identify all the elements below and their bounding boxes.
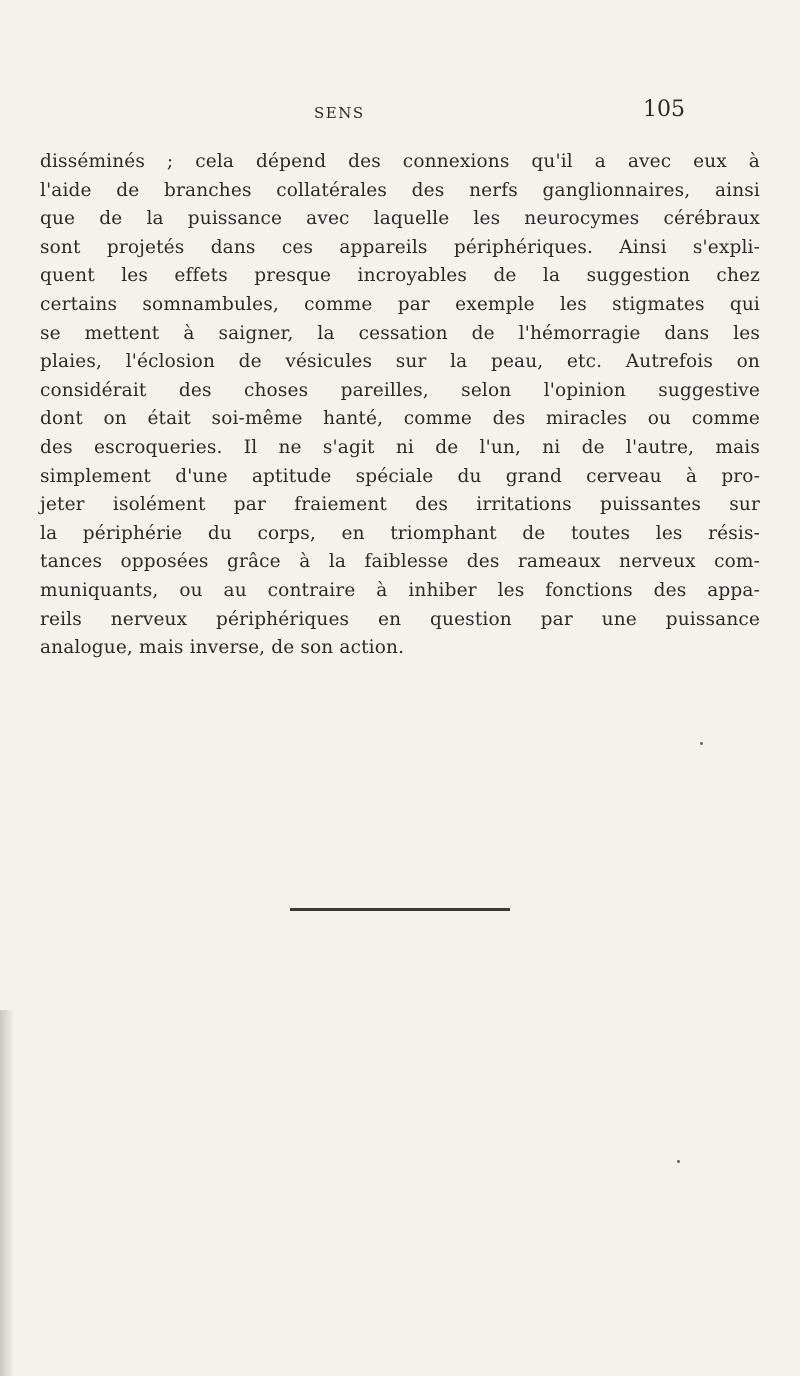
text-line: la périphérie du corps, en triomphant de toutes les résis- [40, 522, 760, 544]
text-line: jeter isolément par fraiement des irritations puissantes sur [40, 494, 760, 516]
horizontal-rule [290, 908, 510, 911]
body-text [40, 148, 760, 663]
page-edge-shadow [0, 1010, 14, 1376]
text-line: certains somnambules, comme par exemple les stigmates qui [40, 293, 760, 315]
text-line: plaies, l'éclosion de vésicules sur la peau, etc. Autrefois on [40, 351, 760, 373]
running-title: SENS [314, 104, 365, 122]
page-number: 105 [643, 97, 685, 122]
text-line: se mettent à saigner, la cessation de l'hémorragie dans les [40, 322, 760, 344]
text-line: tances opposées grâce à la faiblesse des rameaux nerveux com- [40, 551, 760, 573]
text-line: quent les effets presque incroyables de la suggestion chez [40, 265, 760, 287]
text-line-last: analogue, mais inverse, de son action. [40, 637, 405, 659]
text-line: reils nerveux périphériques en question par une puissance [40, 608, 760, 630]
text-line: des escroqueries. Il ne s'agit ni de l'un, ni de l'autre, mais [40, 436, 760, 458]
paper-speck [700, 742, 703, 745]
text-line: dont on était soi-même hanté, comme des miracles ou comme [40, 408, 760, 430]
text-line: que de la puissance avec laquelle les neurocymes cérébraux [40, 208, 760, 230]
paper-speck [677, 1160, 680, 1163]
text-line: considérait des choses pareilles, selon l'opinion suggestive [40, 379, 760, 401]
text-line: muniquants, ou au contraire à inhiber les fonctions des appa- [40, 579, 760, 601]
text-line: disséminés ; cela dépend des connexions qu'il a avec eux à [40, 151, 760, 172]
text-line: l'aide de branches collatérales des nerfs ganglionnaires, ainsi [40, 179, 760, 201]
text-line: sont projetés dans ces appareils périphériques. Ainsi s'expli- [40, 236, 760, 258]
text-line: simplement d'une aptitude spéciale du grand cerveau à pro- [40, 465, 760, 487]
